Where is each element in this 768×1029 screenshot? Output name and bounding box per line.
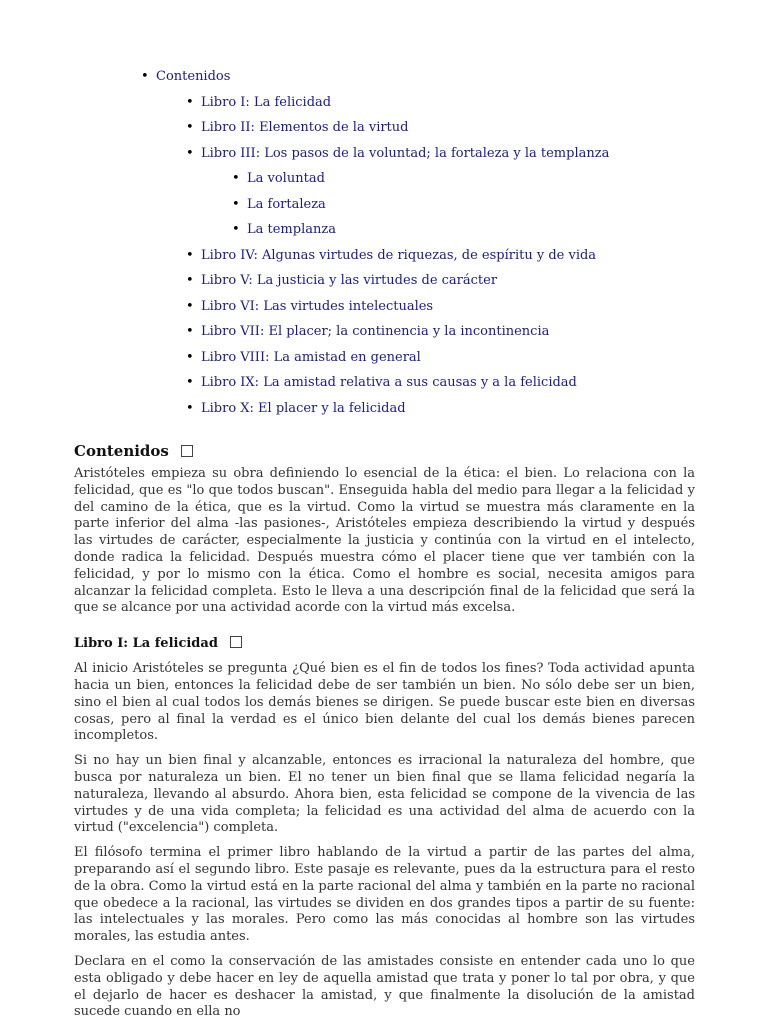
toc-link-libro-7[interactable]: Libro VII: El placer; la continencia y la incontinencia xyxy=(201,324,550,339)
toc-item-contenidos xyxy=(0,64,768,90)
toc-link-libro-3[interactable]: Libro III: Los pasos de la voluntad; la fortaleza y la templanza xyxy=(201,145,610,161)
toc-item-libro-9 xyxy=(0,370,768,396)
toc-link-libro-9[interactable]: Libro IX: La amistad relativa a sus causas y a la felicidad xyxy=(201,375,577,390)
toc-item-voluntad xyxy=(0,166,768,192)
toc-link-libro-4[interactable]: Libro IV: Algunas virtudes de riquezas, de espíritu y de vida xyxy=(201,247,597,263)
edit-section-icon[interactable] xyxy=(230,636,242,648)
toc-item-libro-6 xyxy=(0,294,768,320)
article-content xyxy=(74,438,695,1029)
toc-item-libro-7 xyxy=(0,319,768,345)
toc-link-libro-2[interactable]: Libro II: Elementos de la virtud xyxy=(201,120,409,135)
paragraph: Aristóteles empieza su obra definiendo lo esencial de la ética: el bien. Lo relaciona con la felicidad, que es "lo que todos buscan". Enseguida habla del medio para llegar a la felicidad y del camino de la ética, que es la virtud. Como la virtud se muestra más claramente en la parte inferior del alma -las pasiones-, Aristóteles empieza describiendo la virtud y después las virtudes de carácter, especialmente la justicia y continúa con la virtud en el intelecto, donde radica la felicidad. Después muestra cómo el placer tiene que ver también con la felicidad, y por lo mismo con la ética. Como el hombre es social, necesita amigos para alcanzar la felicidad completa. Esto le lleva a una descripción final de la felicidad que será la que se alcance por una actividad acorde con la virtud más excelsa. xyxy=(74,466,695,616)
toc-item-libro-3 xyxy=(0,141,768,167)
toc-link-templanza[interactable]: La templanza xyxy=(247,222,336,237)
toc-item-libro-1 xyxy=(0,90,768,116)
toc-item-libro-5 xyxy=(0,268,768,294)
toc-link-voluntad[interactable]: La voluntad xyxy=(247,171,325,186)
toc-link-libro-5[interactable]: Libro V: La justicia y las virtudes de carácter xyxy=(201,273,498,288)
paragraph: El filósofo termina el primer libro hablando de la virtud a partir de las partes del alma, preparando así el segundo libro. Este pasaje es relevante, pues da la estructura para el resto de la obra. Como la virtud está en la parte racional del alma y también en la parte no racional que obedece a la racional, las virtudes se dividen en dos grandes tipos a partir de su fuente: las intelectuales y las morales. Pero como las más conocidas al hombre son las virtudes morales, las estudia antes. xyxy=(74,845,695,945)
section-heading-text: Contenidos xyxy=(74,442,169,460)
section-contenidos xyxy=(74,438,695,617)
toc-item-libro-8 xyxy=(0,345,768,371)
table-of-contents xyxy=(0,64,768,421)
section-heading-contenidos xyxy=(74,438,695,464)
toc-link-libro-8[interactable]: Libro VIII: La amistad en general xyxy=(201,349,421,365)
toc-link-fortaleza[interactable]: La fortaleza xyxy=(247,196,326,212)
section-libro-1 xyxy=(74,633,695,1021)
toc-link-contenidos[interactable]: Contenidos xyxy=(156,69,231,84)
toc-item-libro-2 xyxy=(0,115,768,141)
section-heading-text: Libro I: La felicidad xyxy=(74,636,218,652)
paragraph: Al inicio Aristóteles se pregunta ¿Qué bien es el fin de todos los fines? Toda actividad apunta hacia un bien, entonces la felicidad debe de ser también un bien. No sólo debe ser un bien, sino el bien al cual todos los demás bienes se dirigen. Se puede buscar este bien en diversas cosas, pero al final la verdad es el único bien delante del cual los demás bienes parecen incompletos. xyxy=(74,661,695,744)
toc-link-libro-1[interactable]: Libro I: La felicidad xyxy=(201,94,332,110)
toc-link-libro-10[interactable]: Libro X: El placer y la felicidad xyxy=(201,400,406,416)
toc-item-fortaleza xyxy=(0,192,768,218)
paragraph: Si no hay un bien final y alcanzable, entonces es irracional la naturaleza del hombre, que busca por naturaleza un bien. El no tener un bien final que se llama felicidad negaría la naturaleza, llevando al absurdo. Ahora bien, esta felicidad se compone de la vivencia de las virtudes y de una vida completa; la felicidad es una actividad del alma de acuerdo con la virtud ("excelencia") completa. xyxy=(74,753,695,836)
toc-link-libro-6[interactable]: Libro VI: Las virtudes intelectuales xyxy=(201,298,434,314)
toc-item-templanza xyxy=(0,217,768,243)
toc-item-libro-4 xyxy=(0,243,768,269)
edit-section-icon[interactable] xyxy=(181,445,193,457)
section-heading-libro-1 xyxy=(74,633,695,655)
toc-item-libro-10 xyxy=(0,396,768,422)
paragraph: Declara en el como la conservación de las amistades consiste en entender cada uno lo que esta obligado y debe hacer en ley de aquella amistad que trata y poner lo tal por obra, y que el dejarlo de hacer es deshacer la amistad, y que finalmente la disolución de la amistad sucede cuando en ella no xyxy=(74,953,695,1020)
